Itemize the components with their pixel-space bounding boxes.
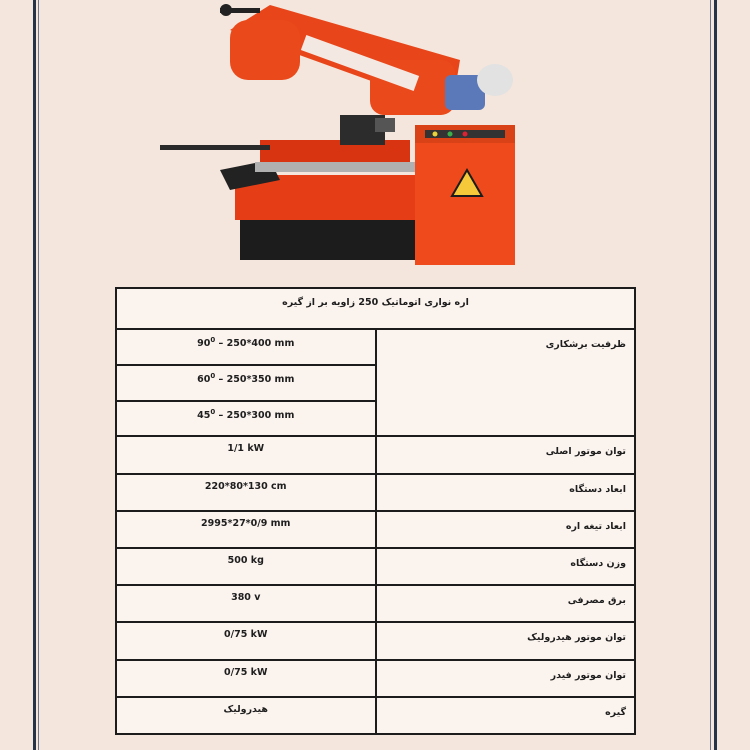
blade-dimensions-label: ابعاد تیغه اره [376, 511, 636, 548]
main-motor-power-value: 1/1 kW [116, 436, 376, 473]
vise-value: هیدرولیک [116, 697, 376, 734]
table-title: اره نواری اتوماتیک 250 زاویه بر از گیره [116, 288, 635, 329]
machine-weight-label: وزن دستگاه [376, 548, 636, 585]
main-motor-power-label: توان موتور اصلی [376, 436, 636, 473]
power-supply-label: برق مصرفی [376, 585, 636, 622]
frame-border-left [33, 0, 36, 750]
power-supply-value: 380 v [116, 585, 376, 622]
band-saw-machine-image [160, 0, 530, 272]
cutting-capacity-label: ظرفیت برشکاری [376, 329, 636, 436]
cutting-capacity-90: $90^0 - 250*400$ mm [116, 329, 376, 365]
machine-weight-value: 500 kg [116, 548, 376, 585]
frame-border-left-inner [38, 0, 39, 750]
frame-border-right-inner [710, 0, 711, 750]
hydraulic-motor-power-value: 0/75 kW [116, 622, 376, 659]
machine-dimensions-value: 220*80*130 cm [116, 474, 376, 511]
cutting-capacity-45: $45^0 - 250*300$ mm [116, 401, 376, 437]
machine-dimensions-label: ابعاد دستگاه [376, 474, 636, 511]
specification-table [115, 287, 636, 735]
cutting-capacity-60: $60^0 - 250*350$ mm [116, 365, 376, 401]
vise-label: گیره [376, 697, 636, 734]
feeder-motor-power-label: توان موتور فیدر [376, 660, 636, 697]
hydraulic-motor-power-label: توان موتور هیدرولیک [376, 622, 636, 659]
feeder-motor-power-value: 0/75 kW [116, 660, 376, 697]
blade-dimensions-value: 2995*27*0/9 mm [116, 511, 376, 548]
frame-border-right [714, 0, 717, 750]
